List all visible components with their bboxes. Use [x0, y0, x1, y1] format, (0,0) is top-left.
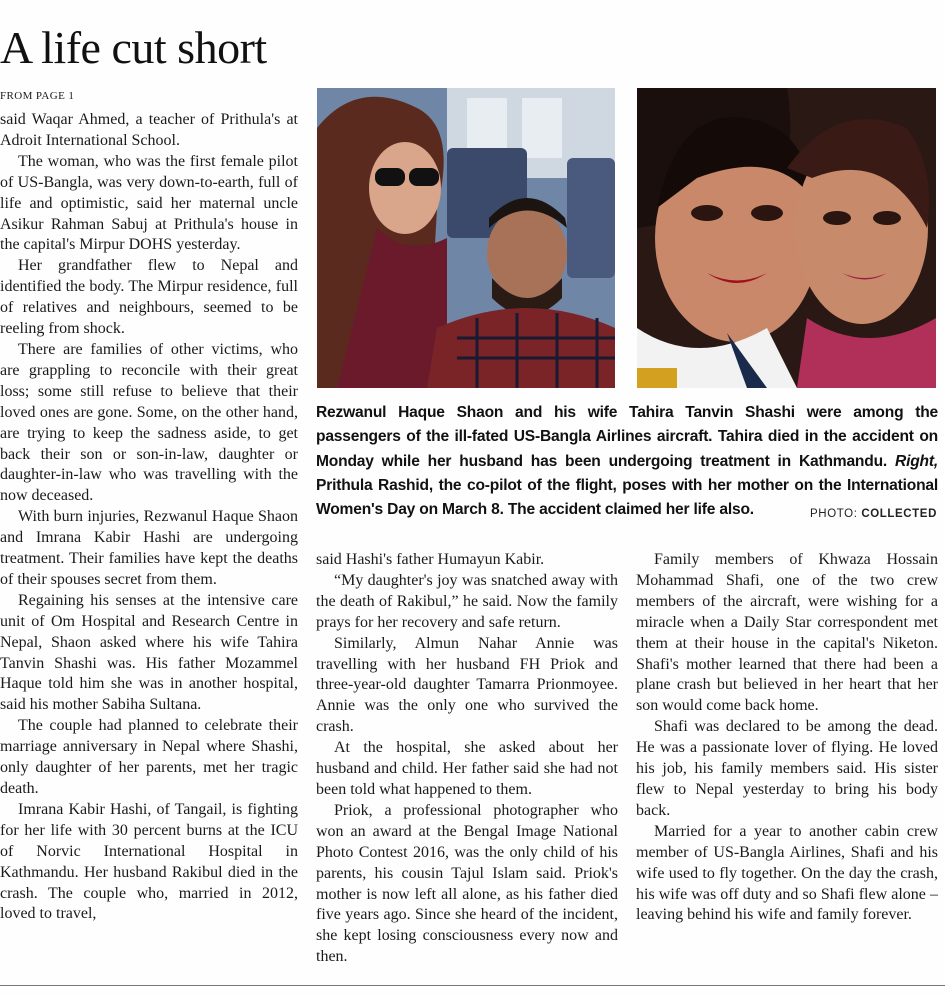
paragraph: Regaining his senses at the intensive care unit of Om Hospital and Research Centre in Nepal, Shaon asked where his wife Tahira Tanvin Shashi was. His father Mozammel Haque told him she was in another hospital, said his mother Sabiha Sultana.: [0, 591, 298, 714]
paragraph: Family members of Khwaza Hossain Mohammad Shafi, one of the two crew members of the aircraft, were wishing for a miracle when a Daily Star correspondent met them at their house in the capital's Niketon. Shafi's mother learned that there had been a plane crash but believed in her heart that her son would come back home.: [636, 551, 938, 715]
paragraph: said Hashi's father Humayun Kabir.: [316, 551, 545, 568]
article-column-3: [636, 550, 938, 926]
credit-label: PHOTO:: [810, 508, 862, 520]
photo-couple-selfie: [317, 88, 615, 388]
paragraph: Priok, a professional photographer who won an award at the Bengal Image National Photo Contest 2016, was the only child of his parents, his cousin Tajul Islam said. Priok's mother is now left all alone, as his father died five years ago. Since she heard of the incident, she kept losing consciousness every now and then.: [316, 801, 618, 966]
jump-label: FROM PAGE 1: [0, 90, 75, 102]
paragraph: There are families of other victims, who are grappling to reconcile with their great loss; some still refuse to believe that their loved ones are gone. Some, on the other hand, are trying to keep the sadness aside, to get back their son or son-in-law, daughter or daughter-in-law who was travelling with the now deceased.: [0, 340, 298, 505]
photo-pilot-with-mother: [637, 88, 936, 388]
paragraph: Imrana Kabir Hashi, of Tangail, is fighting for her life with 30 percent burns at the ICU of Norvic International Hospital in Kathmandu. Her husband Rakibul died in the crash. The couple who, married in 2012, loved to travel,: [0, 800, 298, 923]
paragraph: said Waqar Ahmed, a teacher of Prithula's at Adroit International School.: [0, 111, 298, 149]
article-column-1: [0, 110, 298, 925]
photo-couple-illustration: [317, 88, 615, 388]
photo-credit: [810, 508, 937, 520]
paragraph: Shafi was declared to be among the dead. He was a passionate lover of flying. He loved his job, his family members said. His sister flew to Nepal yesterday to bring his body back.: [636, 718, 938, 819]
bottom-rule: [0, 985, 945, 986]
caption-italic: Right,: [895, 452, 938, 470]
credit-value: COLLECTED: [861, 508, 937, 520]
caption-text: Rezwanul Haque Shaon and his wife Tahira Tanvin Shashi were among the passengers of the ill-fated US-Bangla Airlines aircraft. Tahira died in the accident on Monday while her husband has been undergoing treatment in Kathmandu.: [316, 404, 938, 470]
article-column-2: [316, 550, 618, 968]
paragraph: At the hospital, she asked about her husband and child. Her father said she had not been told what happened to them.: [316, 739, 618, 798]
photo-pilot-illustration: [637, 88, 936, 388]
paragraph: The couple had planned to celebrate their marriage anniversary in Nepal where Shashi, only daughter of her parents, met her tragic death.: [0, 717, 298, 797]
paragraph: Similarly, Almun Nahar Annie was travelling with her husband FH Priok and three-year-old daughter Tamarra Prionmoyee. Annie was the only one who survived the crash.: [316, 634, 618, 736]
photo-caption: [316, 401, 938, 522]
paragraph: Married for a year to another cabin crew member of US-Bangla Airlines, Shafi and his wife used to fly together. On the day the crash, his wife was off duty and so Shafi flew alone – leaving behind his wife and family forever.: [636, 822, 938, 924]
paragraph: The woman, who was the first female pilot of US-Bangla, was very down-to-earth, full of life and optimistic, said her maternal uncle Asikur Rahman Sabuj at Prithula's house in the capital's Mirpur DOHS yesterday.: [0, 152, 298, 254]
paragraph: With burn injuries, Rezwanul Haque Shaon and Imrana Kabir Hashi are undergoing treatment. Their families have kept the deaths of their spouses secret from them.: [0, 508, 298, 588]
paragraph: “My daughter's joy was snatched away with the death of Rakibul,” he said. Now the family prays for her recovery and safe return.: [316, 571, 618, 631]
paragraph: Her grandfather flew to Nepal and identified the body. The Mirpur residence, full of relatives and neighbours, seemed to be reeling from shock.: [0, 257, 298, 338]
headline: A life cut short: [0, 22, 267, 73]
caption-text-continued: Prithula Rashid, the co-pilot of the flight, poses with her mother on the International Women's Day on March 8. The accident claimed her life also.: [316, 476, 938, 519]
